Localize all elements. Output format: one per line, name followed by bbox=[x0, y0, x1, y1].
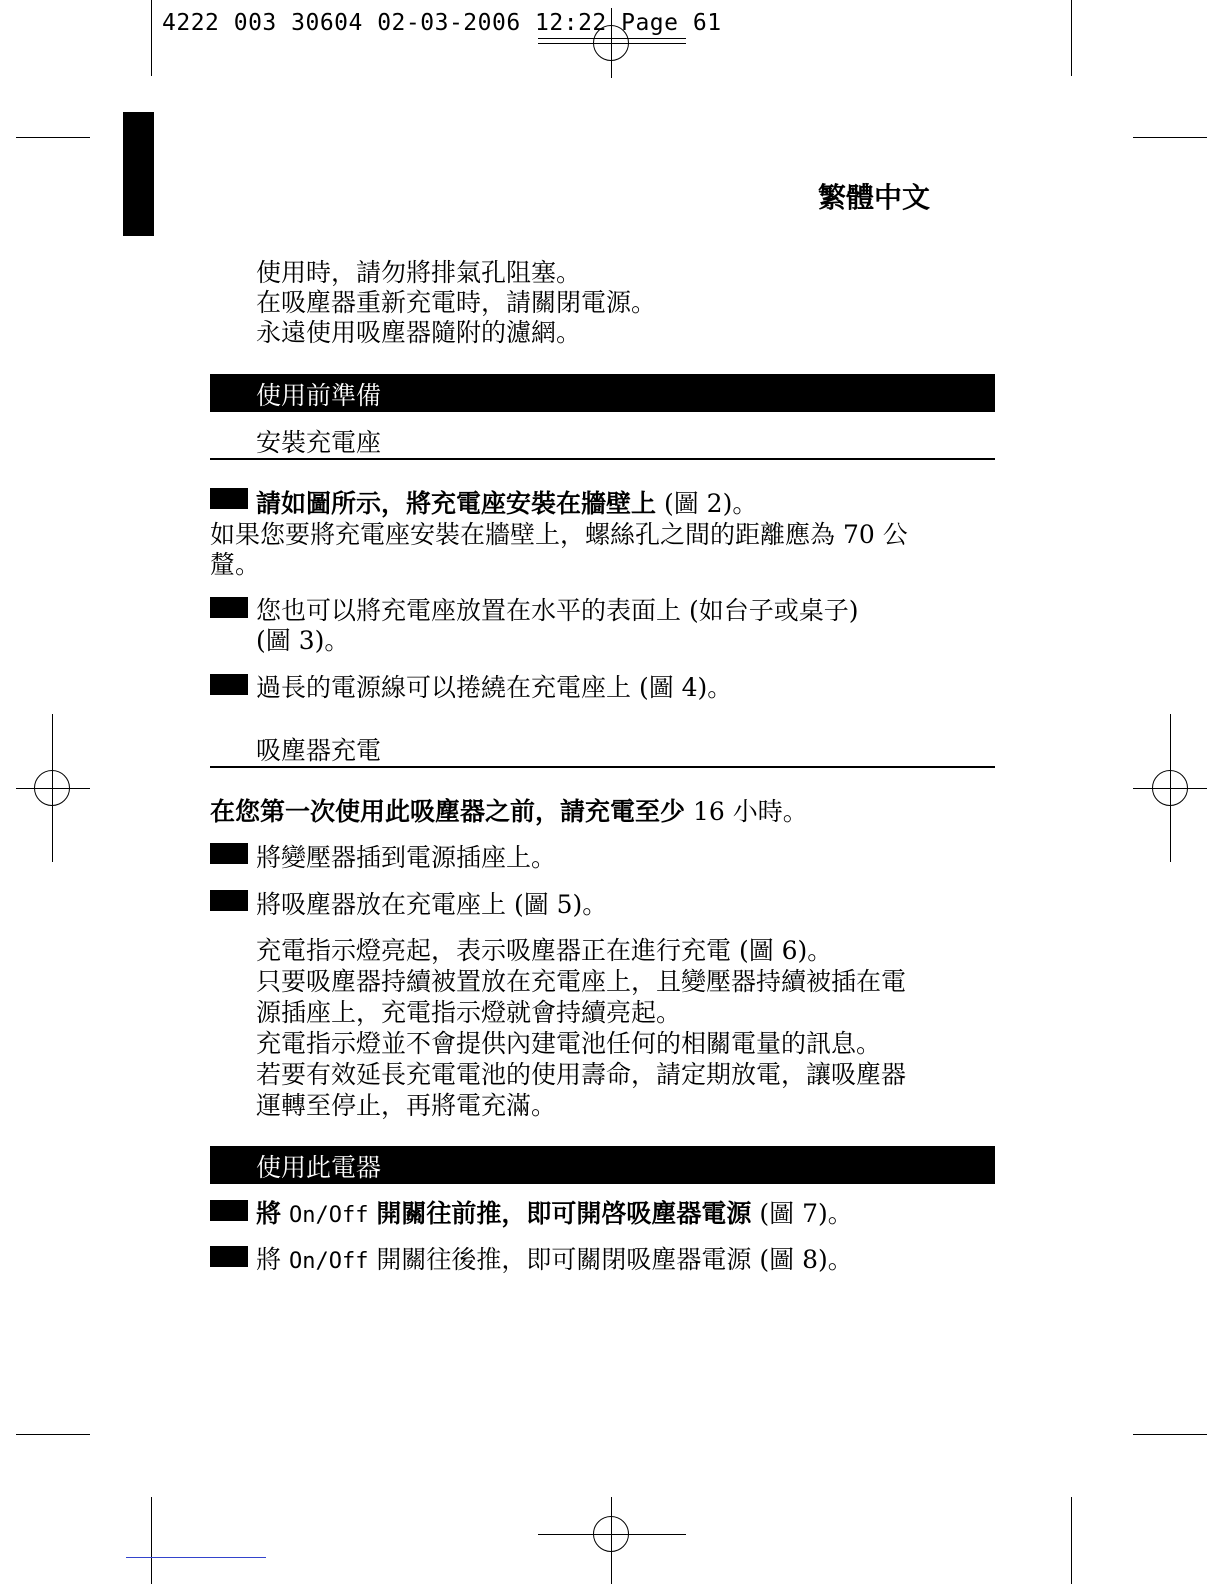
subsection-rule bbox=[210, 458, 995, 460]
crop-mark bbox=[16, 1434, 90, 1435]
section-title: 使用此電器 bbox=[256, 1153, 382, 1182]
section-header bbox=[210, 374, 995, 412]
crop-mark bbox=[126, 1557, 266, 1558]
registration-mark bbox=[538, 1534, 686, 1535]
note-line: 釐。 bbox=[210, 550, 261, 579]
header-underline bbox=[538, 38, 686, 39]
step-marker bbox=[210, 488, 248, 509]
info-line: 運轉至停止，再將電充滿。 bbox=[256, 1091, 557, 1120]
print-header: 4222 003 30604 02-03-2006 12:22 Page 61 bbox=[162, 10, 722, 36]
step-text bbox=[256, 1198, 853, 1231]
crop-mark bbox=[1071, 1497, 1072, 1584]
step-marker bbox=[210, 1246, 248, 1267]
charge-note-tail: 16 小時。 bbox=[685, 797, 808, 826]
step-text: 將吸塵器放在充電座上 (圖 5)。 bbox=[256, 890, 608, 919]
step-text: 過長的電源線可以捲繞在充電座上 (圖 4)。 bbox=[256, 673, 733, 702]
intro-line: 在吸塵器重新充電時，請關閉電源。 bbox=[256, 288, 657, 317]
section-header bbox=[210, 1146, 995, 1184]
info-line: 源插座上，充電指示燈就會持續亮起。 bbox=[256, 998, 682, 1027]
step-tail: (圖 8)。 bbox=[751, 1245, 853, 1274]
step-tail: (圖 7)。 bbox=[751, 1199, 853, 1228]
step-main: 開關往後推，即可關閉吸塵器電源 bbox=[376, 1245, 752, 1274]
info-line: 只要吸塵器持續被置放在充電座上，且變壓器持續被插在電 bbox=[256, 967, 907, 996]
crop-mark bbox=[151, 1497, 152, 1584]
registration-mark bbox=[538, 43, 686, 44]
step-text bbox=[256, 1244, 853, 1277]
step-pre: 將 bbox=[256, 1245, 282, 1274]
step-marker bbox=[210, 843, 248, 864]
step-marker bbox=[210, 674, 248, 695]
registration-mark bbox=[16, 788, 90, 789]
step-pre: 將 bbox=[256, 1199, 282, 1228]
registration-mark bbox=[52, 714, 53, 862]
switch-label: On/Off bbox=[288, 1203, 369, 1228]
crop-mark bbox=[16, 137, 90, 138]
switch-label: On/Off bbox=[288, 1249, 369, 1274]
step-text bbox=[256, 488, 757, 519]
crop-mark bbox=[1133, 137, 1207, 138]
step-text: 您也可以將充電座放置在水平的表面上 (如台子或桌子) bbox=[256, 596, 859, 625]
language-tab bbox=[123, 112, 154, 236]
step-bold: 開關往前推，即可開啓吸塵器電源 bbox=[376, 1199, 752, 1228]
subsection-title: 吸塵器充電 bbox=[256, 736, 382, 765]
crop-mark bbox=[1133, 1434, 1207, 1435]
charge-note bbox=[210, 796, 808, 827]
step-marker bbox=[210, 1200, 248, 1221]
step-marker bbox=[210, 597, 248, 618]
step-tail: (圖 2)。 bbox=[656, 489, 758, 518]
subsection-rule bbox=[210, 766, 995, 768]
section-title: 使用前準備 bbox=[256, 381, 382, 410]
info-line: 若要有效延長充電電池的使用壽命，請定期放電，讓吸塵器 bbox=[256, 1060, 907, 1089]
info-line: 充電指示燈亮起，表示吸塵器正在進行充電 (圖 6)。 bbox=[256, 936, 833, 965]
crop-mark bbox=[1071, 0, 1072, 76]
subsection-title: 安裝充電座 bbox=[256, 428, 382, 457]
registration-mark bbox=[1170, 714, 1171, 862]
step-text: 將變壓器插到電源插座上。 bbox=[256, 843, 557, 872]
charge-note-bold: 在您第一次使用此吸塵器之前，請充電至少 bbox=[210, 797, 686, 826]
info-line: 充電指示燈並不會提供內建電池任何的相關電量的訊息。 bbox=[256, 1029, 882, 1058]
intro-line: 使用時，請勿將排氣孔阻塞。 bbox=[256, 258, 582, 287]
step-marker bbox=[210, 890, 248, 911]
registration-mark bbox=[611, 1497, 612, 1584]
language-label: 繁體中文 bbox=[818, 181, 931, 214]
step-bold: 請如圖所示，將充電座安裝在牆壁上 bbox=[256, 489, 657, 518]
intro-line: 永遠使用吸塵器隨附的濾網。 bbox=[256, 318, 582, 347]
crop-mark bbox=[151, 0, 152, 76]
note-line: 如果您要將充電座安裝在牆壁上，螺絲孔之間的距離應為 70 公 bbox=[210, 520, 908, 549]
step-text: (圖 3)。 bbox=[256, 626, 350, 655]
